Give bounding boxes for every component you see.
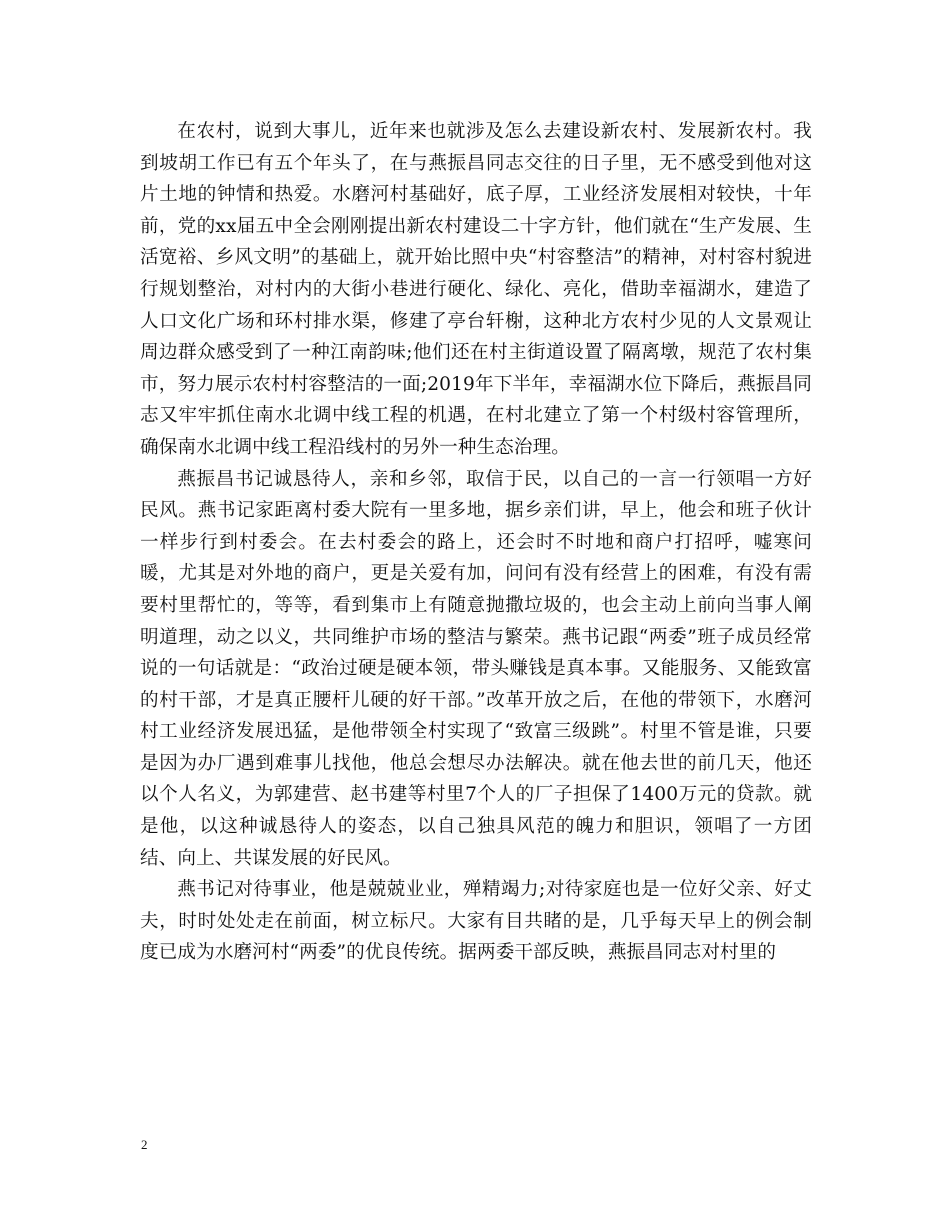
page-number: 2	[141, 1137, 148, 1152]
paragraph-3: 燕书记对待事业，他是兢兢业业，殚精竭力;对待家庭也是一位好父亲、好丈夫，时时处处走在前面，树立标尺。大家有目共睹的是，几乎每天早上的例会制度已成为水磨河村“两委”的优良传统。据两委干部反映，燕振昌同志对村里的	[140, 879, 812, 964]
paragraph-2: 燕振昌书记诚恳待人，亲和乡邻，取信于民，以自己的一言一行领唱一方好民风。燕书记家距离村委大院有一里多地，据乡亲们讲，早上，他会和班子伙计一样步行到村委会。在去村委会的路上，还会时不时地和商户打招呼，嘘寒问暖，尤其是对外地的商户，更是关爱有加，问问有没有经营上的困难，有没有需要村里帮忙的，等等，看到集市上有随意抛撒垃圾的，也会主动上前向当事人阐明道理，动之以义，共同维护市场的整洁与繁荣。燕书记跟“两委”班子成员经常说的一句话就是：“政治过硬是硬本领，带头赚钱是真本事。又能服务、又能致富的村干部，才是真正腰杆儿硬的好干部。”改革开放之后，在他的带领下，水磨河村工业经济发展迅猛，是他带领全村实现了“致富三级跳”。村里不管是谁，只要是因为办厂遇到难事儿找他，他总会想尽办法解决。就在他去世的前几天，他还以个人名义，为郭建营、赵书建等村里7个人的厂子担保了1400万元的贷款。就是他，以这种诚恳待人的姿态，以自己独具风范的魄力和胆识，领唱了一方团结、向上、共谋发展的好民风。	[140, 468, 812, 869]
paragraph-1: 在农村，说到大事儿，近年来也就涉及怎么去建设新农村、发展新农村。我到坡胡工作已有五个年头了，在与燕振昌同志交往的日子里，无不感受到他对这片土地的钟情和热爱。水磨河村基础好，底子厚，工业经济发展相对较快，十年前，党的xx届五中全会刚刚提出新农村建设二十字方针，他们就在“生产发展、生活宽裕、乡风文明”的基础上，就开始比照中央“村容整洁”的精神，对村容村貌进行规划整治，对村内的大街小巷进行硬化、绿化、亮化，借助幸福湖水，建造了人口文化广场和环村排水渠，修建了亭台轩榭，这种北方农村少见的人文景观让周边群众感受到了一种江南韵味;他们还在村主街道设置了隔离墩，规范了农村集市，努力展示农村村容整洁的一面;2019年下半年，幸福湖水位下降后，燕振昌同志又牢牢抓住南水北调中线工程的机遇，在村北建立了第一个村级村容管理所，确保南水北调中线工程沿线村的另外一种生态治理。	[140, 121, 812, 458]
body-text	[140, 116, 812, 969]
